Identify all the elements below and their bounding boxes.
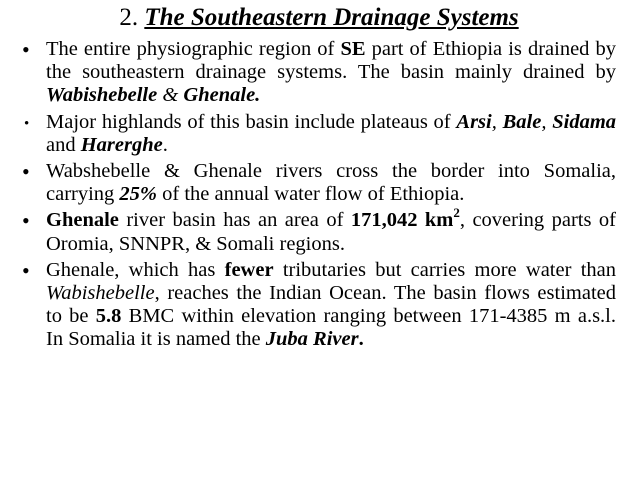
bullet-marker: • <box>22 37 30 62</box>
bullet-2-sidama: Sidama <box>552 110 617 133</box>
bullet-marker: • <box>22 257 30 283</box>
bullet-1-amp: & <box>157 84 184 107</box>
bullet-list <box>0 38 638 355</box>
bullet-2-period: . <box>162 133 168 156</box>
bullet-5-period: . <box>358 328 364 351</box>
bullet-3-text: Wabshebelle & Ghenale rivers cross the border into Somalia, carrying <box>46 160 616 206</box>
bullet-5-fewer: fewer <box>224 258 274 281</box>
bullet-2-text: Major highlands of this basin include plateaus of <box>46 110 457 133</box>
bullet-3-text-2: of the annual water flow of Ethiopia. <box>157 183 465 206</box>
bullet-1-ghenale: Ghenale. <box>183 84 261 107</box>
slide-title <box>0 3 638 33</box>
bullet-4-text: river basin has an area of <box>118 209 351 232</box>
bullet-item-3 <box>0 160 638 206</box>
bullet-2-and: and <box>46 133 81 156</box>
bullet-2-harerghe: Harerghe <box>80 133 163 156</box>
bullet-1-text-2: part of Ethiopia is drained by the southeastern drainage systems. The basin mainly drained by <box>46 38 616 84</box>
bullet-item-5 <box>0 259 638 352</box>
bullet-marker: • <box>22 208 30 234</box>
bullet-2-comma-2: , <box>541 110 547 133</box>
bullet-4-area: 171,042 km <box>350 209 454 232</box>
bullet-2-bale: Bale <box>502 110 542 133</box>
bullet-marker: • <box>22 159 30 185</box>
bullet-5-bmc-value: 5.8 <box>95 305 122 328</box>
bullet-item-1 <box>0 38 638 108</box>
bullet-4-superscript: 2 <box>453 204 460 220</box>
bullet-5-wabishebelle: Wabishebelle <box>46 282 155 305</box>
bullet-5-text-2: tributaries but carries more water than <box>273 258 616 281</box>
bullet-3-percent: 25% <box>119 183 157 206</box>
bullet-1-wabishebelle: Wabishebelle <box>46 84 158 107</box>
bullet-1-text: The entire physiographic region of <box>46 38 341 60</box>
bullet-item-4 <box>0 204 638 255</box>
bullet-5-juba-river: Juba River <box>265 328 359 351</box>
bullet-item-2 <box>0 111 638 157</box>
bullet-5-text: Ghenale, which has <box>46 258 225 281</box>
bullet-2-comma-1: , <box>491 110 497 133</box>
bullet-1-se: SE <box>340 38 366 60</box>
title-number: 2. <box>119 4 139 31</box>
bullet-4-ghenale: Ghenale <box>46 209 119 232</box>
bullet-5-text-3: , reaches the Indian Ocean. The basin flows estimated to be <box>46 282 616 328</box>
bullet-marker: • <box>24 115 30 132</box>
bullet-4-text-2: , covering parts of Oromia, SNNPR, & Somali regions. <box>46 209 616 255</box>
bullet-5-text-4: BMC within elevation ranging between 171-4385 m a.s.l. In Somalia it is named the <box>46 305 617 351</box>
title-text: The Southeastern Drainage Systems <box>144 4 519 31</box>
bullet-2-arsi: Arsi <box>456 110 492 133</box>
